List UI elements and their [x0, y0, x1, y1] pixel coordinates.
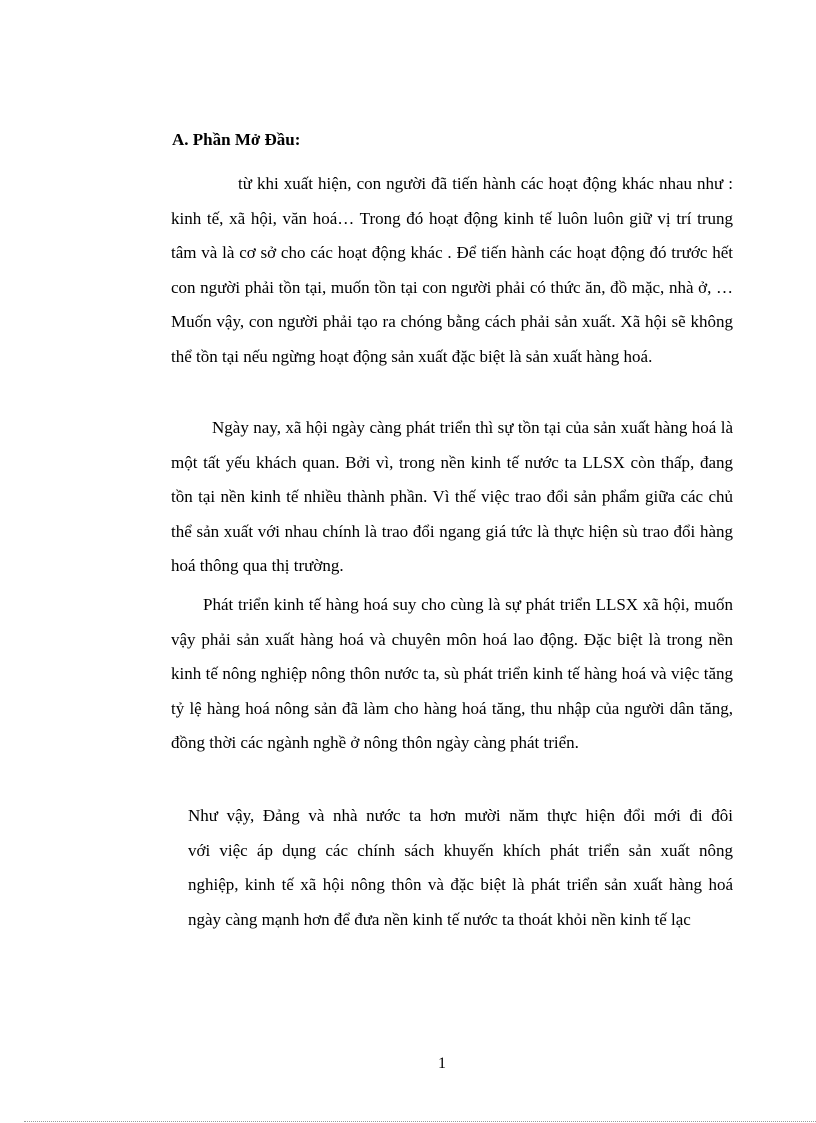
paragraph-4-line: nghiệp, kinh tế xã hội nông thôn và đặc biệt là phát triển sản xuất hàng hoá	[188, 875, 733, 895]
paragraph-4-line: Như vậy, Đảng và nhà nước ta hơn mười năm thực hiện đổi mới đi đôi	[188, 806, 733, 825]
paragraph-4	[171, 799, 733, 937]
page-number: 1	[438, 1055, 446, 1072]
section-heading: A. Phần Mở Đầu:	[172, 130, 301, 149]
paragraph-2: Ngày nay, xã hội ngày càng phát triển thì sự tồn tại của sản xuất hàng hoá là một tất yếu khách quan. Bởi vì, trong nền kinh tế nước ta LLSX còn thấp, đang tồn tại nền kinh tế nhiều thành phần. Vì thế việc trao đổi sản phẩm giữa các chủ thể sản xuất với nhau chính là trao đổi ngang giá tức là thực hiện sù trao đổi hàng hoá thông qua thị trường.	[171, 418, 733, 576]
paragraph-4-line: ngày càng mạnh hơn để đưa nền kinh tế nước ta thoát khỏi nền kinh tế lạc	[188, 909, 691, 929]
paragraph-4-line: với việc áp dụng các chính sách khuyến khích phát triển sản xuất nông	[188, 840, 733, 860]
paragraph-3: Phát triển kinh tế hàng hoá suy cho cùng là sự phát triển LLSX xã hội, muốn vậy phải sản xuất hàng hoá và chuyên môn hoá lao động. Đặc biệt là trong nền kinh tế nông nghiệp nông thôn nước ta, sù phát triển kinh tế hàng hoá và việc tăng tỷ lệ hàng hoá nông sản đã làm cho hàng hoá tăng, thu nhập của người dân tăng, đồng thời các ngành nghề ở nông thôn ngày càng phát triển.	[171, 595, 733, 753]
page-bottom-rule	[24, 1121, 816, 1122]
paragraph-1: từ khi xuất hiện, con người đã tiến hành các hoạt động khác nhau như : kinh tế, xã hội, văn hoá… Trong đó hoạt động kinh tế luôn luôn giữ vị trí trung tâm và là cơ sở cho các hoạt động khác . Để tiến hành các hoạt động đó trước hết con người phải tồn tại, muốn tồn tại con người phải có thức ăn, đồ mặc, nhà ở, … Muốn vậy, con người phải tạo ra chóng bằng cách phải sản xuất. Xã hội sẽ không thể tồn tại nếu ngừng hoạt động sản xuất đặc biệt là sản xuất hàng hoá.	[171, 174, 733, 366]
